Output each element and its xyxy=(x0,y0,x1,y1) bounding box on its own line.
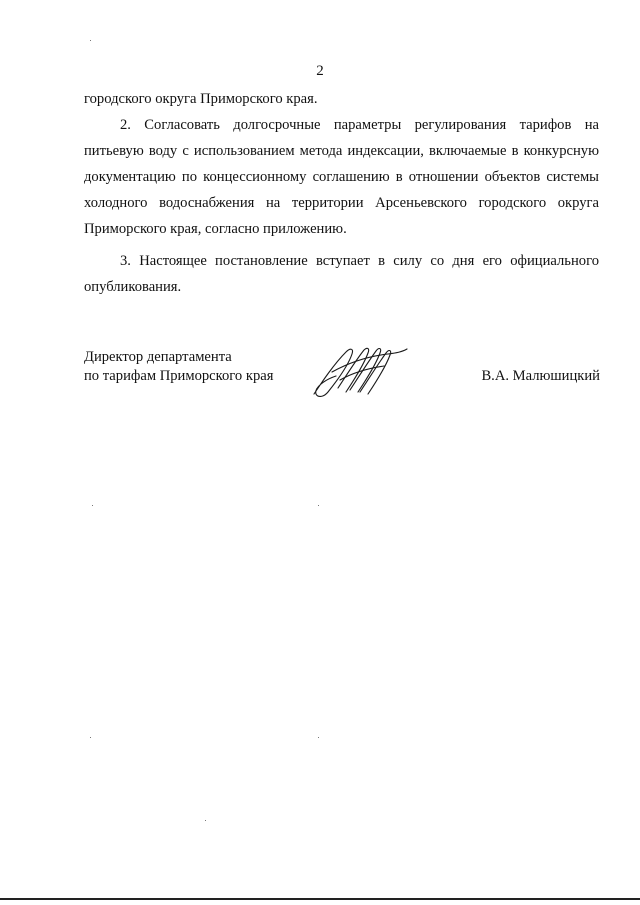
signature-block xyxy=(84,348,600,408)
signatory-name: В.А. Малюшицкий xyxy=(481,368,600,384)
signatory-position-line1: Директор департамента xyxy=(84,349,232,365)
scan-speck xyxy=(318,505,319,506)
paragraph-item-3: 3. Настоящее постановление вступает в силу со дня его официального опубликования. xyxy=(84,253,599,295)
paragraph-continuation: городского округа Приморского края. xyxy=(84,91,318,107)
handwritten-signature-icon xyxy=(310,342,410,400)
scan-speck xyxy=(92,505,93,506)
scan-speck xyxy=(90,737,91,738)
scan-speck xyxy=(205,820,206,821)
scan-speck xyxy=(90,40,91,41)
signatory-position-line2: по тарифам Приморского края xyxy=(84,368,274,384)
scan-speck xyxy=(318,737,319,738)
scan-bottom-edge xyxy=(0,898,640,900)
paragraph-item-2: 2. Согласовать долгосрочные параметры регулирования тарифов на питьевую воду с использованием метода индексации, включаемые в конкурсную документацию по концессионному соглашению в отношении объектов системы холодного водоснабжения на территории Арсеньевского городского округа Приморского края, согласно приложению. xyxy=(84,117,599,237)
page-number: 2 xyxy=(316,63,324,79)
document-body xyxy=(84,86,599,300)
signatory-position xyxy=(84,348,273,386)
